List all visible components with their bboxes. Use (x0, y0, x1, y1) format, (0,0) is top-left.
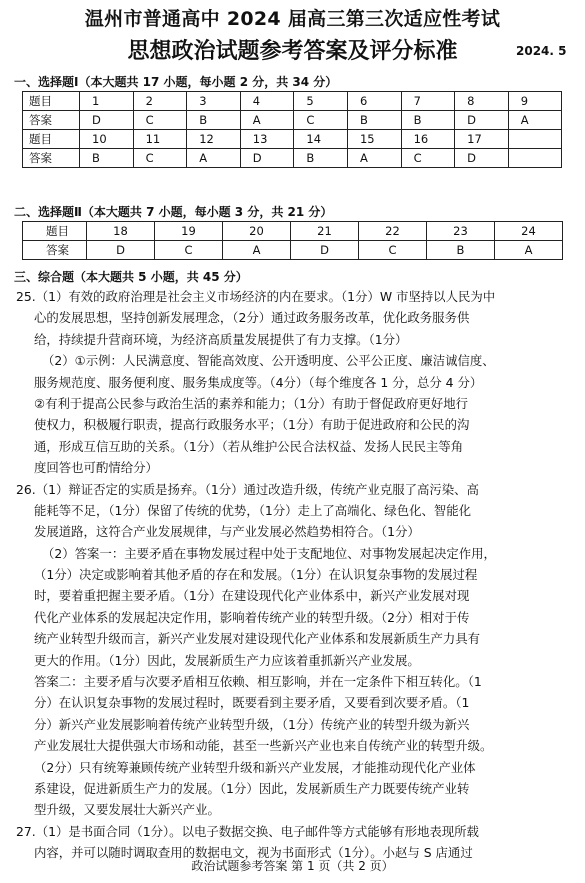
answer-text-line: 内容，并可以随时调取查用的数据电文，视为书面形式（1分）。小赵与 S 店通过 (34, 845, 473, 861)
question-number-cell: 20 (223, 222, 291, 241)
question-number-cell: 1 (80, 92, 134, 111)
answer-text-line: 代化产业体系的发展起决定作用，影响着传统产业的转型升级。（2分）相对于传 (34, 609, 470, 625)
page-footer: 政治试题参考答案 第 1 页（共 2 页） (191, 859, 394, 873)
answer-text-line: 25.（1）有效的政府治理是社会主义市场经济的内在要求。（1分）W 市坚持以人民为中 (16, 289, 496, 304)
answer-cell: B (401, 111, 455, 130)
answer-cell: C (294, 111, 348, 130)
question-number-cell: 23 (427, 222, 495, 241)
question-number-cell: 21 (291, 222, 359, 241)
question-number-cell: 4 (240, 92, 294, 111)
answer-cell: C (133, 149, 187, 168)
question-number-cell: 22 (359, 222, 427, 241)
question-number-cell: 2 (133, 92, 187, 111)
answer-cell: A (508, 111, 562, 130)
answer-text-line: 分）在认识复杂事物的发展过程时，既要看到主要矛盾，又要看到次要矛盾。（1 (34, 695, 470, 711)
answer-text-line: （2分）只有统筹兼顾传统产业转型升级和新兴产业发展，才能推动现代化产业体 (34, 759, 476, 775)
answer-cell: A (240, 111, 294, 130)
question-number-cell: 24 (495, 222, 563, 241)
row-label-answer: 答案 (23, 241, 87, 260)
question-number-cell: 5 (294, 92, 348, 111)
answer-cell: B (294, 149, 348, 168)
question-number-cell: 13 (240, 130, 294, 149)
answer-text-line: 26.（1）辩证否定的实质是扬弃。（1分）通过改造升级，传统产业克服了高污染、高 (16, 481, 479, 497)
section2-heading: 二、选择题Ⅱ（本大题共 7 小题，每小题 3 分，共 21 分） (14, 205, 333, 219)
question-number-cell: 15 (347, 130, 401, 149)
answer-text-line: 通，形成互信互助的关系。（1分）（若从维护公民合法权益、发扬人民民主等角 (34, 438, 464, 454)
table-row (23, 92, 562, 111)
answer-cell: C (359, 241, 427, 260)
answer-cell: D (87, 241, 155, 260)
answer-cell: A (223, 241, 291, 260)
section1-answer-table (22, 91, 562, 168)
answer-cell: A (187, 149, 241, 168)
answer-text-line: 产业发展壮大提供强大市场和动能，甚至一些新兴产业也来自传统产业的转型升级。 (34, 738, 493, 754)
answer-cell: B (347, 111, 401, 130)
answer-text-line: 27.（1）是书面合同（1分）。以电子数据交换、电子邮件等方式能够有形地表现所载 (16, 823, 479, 839)
exam-date: 2024. 5 (516, 44, 567, 58)
question-number-cell: 3 (187, 92, 241, 111)
answer-text-line: 系建设，促进新质生产力的发展。（1分）因此，发展新质生产力既要传统产业转 (34, 780, 470, 796)
question-number-cell: 9 (508, 92, 562, 111)
answer-text-line: 度回答也可酌情给分） (34, 460, 158, 476)
question-number-cell: 12 (187, 130, 241, 149)
answer-cell: B (187, 111, 241, 130)
answer-text-line: 时，要着重把握主要矛盾。（1分）在建设现代化产业体系中，新兴产业发展对现 (34, 588, 470, 604)
question-number-cell: 6 (347, 92, 401, 111)
answer-text-line: 服务规范度、服务便利度、服务集成度等。（4分）（每个维度各 1 分，总分 4 分） (34, 374, 483, 390)
answer-key-title: 思想政治试题参考答案及评分标准 (127, 39, 458, 64)
empty-cell (508, 149, 562, 168)
answer-cell: C (133, 111, 187, 130)
question-number-cell: 18 (87, 222, 155, 241)
question-number-cell: 14 (294, 130, 348, 149)
answer-text-line: 给，持续提升营商环境，为经济高质量发展提供了有力支撑。（1分） (34, 331, 408, 347)
table-row (23, 111, 562, 130)
question-number-cell: 10 (80, 130, 134, 149)
row-label-question: 题目 (23, 222, 87, 241)
answer-cell: D (291, 241, 359, 260)
answer-text-line: 统产业转型升级而言，新兴产业发展对建设现代化产业体系和发展新质生产力具有 (34, 631, 481, 647)
section3-answers (16, 286, 572, 864)
table-row (23, 222, 563, 241)
answer-text-line: （2）①示例：人民满意度、智能高效度、公开透明度、公平公正度、廉洁诚信度、 (42, 353, 495, 369)
answer-text-line: （2）答案一：主要矛盾在事物发展过程中处于支配地位、对事物发展起决定作用， (42, 545, 496, 561)
question-number-cell: 8 (455, 92, 509, 111)
question-number-cell: 19 (155, 222, 223, 241)
answer-cell: A (495, 241, 563, 260)
answer-text-line: 心的发展思想，坚持创新发展理念，（2分）通过政务服务改革，优化政务服务供 (34, 310, 470, 326)
answer-cell: C (401, 149, 455, 168)
answer-cell: D (455, 111, 509, 130)
table-row (23, 241, 563, 260)
answer-text-line: 分）新兴产业发展影响着传统产业转型升级，（1分）传统产业的转型升级为新兴 (34, 716, 470, 732)
table-row (23, 149, 562, 168)
section1-heading: 一、选择题Ⅰ（本大题共 17 小题，每小题 2 分，共 34 分） (14, 75, 338, 89)
question-number-cell: 11 (133, 130, 187, 149)
answer-text-line: 使权力，积极履行职责，提高行政服务水平；（1分）有助于促进政府和公民的沟 (34, 417, 470, 433)
answer-cell: B (427, 241, 495, 260)
question-number-cell: 16 (401, 130, 455, 149)
answer-cell: C (155, 241, 223, 260)
row-label-question: 题目 (23, 92, 80, 111)
answer-cell: D (455, 149, 509, 168)
answer-cell: B (80, 149, 134, 168)
answer-text-line: 型升级，又要发展壮大新兴产业。 (34, 802, 220, 818)
answer-text-line: 更大的作用。（1分）因此，发展新质生产力应该着重抓新兴产业发展。 (34, 652, 420, 668)
answer-text-line: 答案二：主要矛盾与次要矛盾相互依赖、相互影响，并在一定条件下相互转化。（1 (34, 674, 482, 690)
answer-text-line: 发展道路，这符合产业发展规律，与产业发展必然趋势相符合。（1分） (34, 524, 420, 540)
exam-title: 温州市普通高中 2024 届高三第三次适应性考试 (84, 8, 501, 30)
section2-answer-table (22, 221, 563, 260)
row-label-answer: 答案 (23, 111, 80, 130)
question-number-cell: 17 (455, 130, 509, 149)
answer-text-line: 能耗等不足，（1分）保留了传统的优势，（1分）走上了高端化、绿色化、智能化 (34, 502, 472, 518)
answer-cell: D (240, 149, 294, 168)
section3-heading: 三、综合题（本大题共 5 小题，共 45 分） (14, 270, 248, 284)
row-label-answer: 答案 (23, 149, 80, 168)
answer-text-line: （1分）决定或影响着其他矛盾的存在和发展。（1分）在认识复杂事物的发展过程 (34, 567, 478, 583)
empty-cell (508, 130, 562, 149)
table-row (23, 130, 562, 149)
question-number-cell: 7 (401, 92, 455, 111)
row-label-question: 题目 (23, 130, 80, 149)
answer-cell: A (347, 149, 401, 168)
answer-cell: D (80, 111, 134, 130)
answer-text-line: ②有利于提高公民参与政治生活的素养和能力；（1分）有助于督促政府更好地行 (34, 395, 469, 411)
